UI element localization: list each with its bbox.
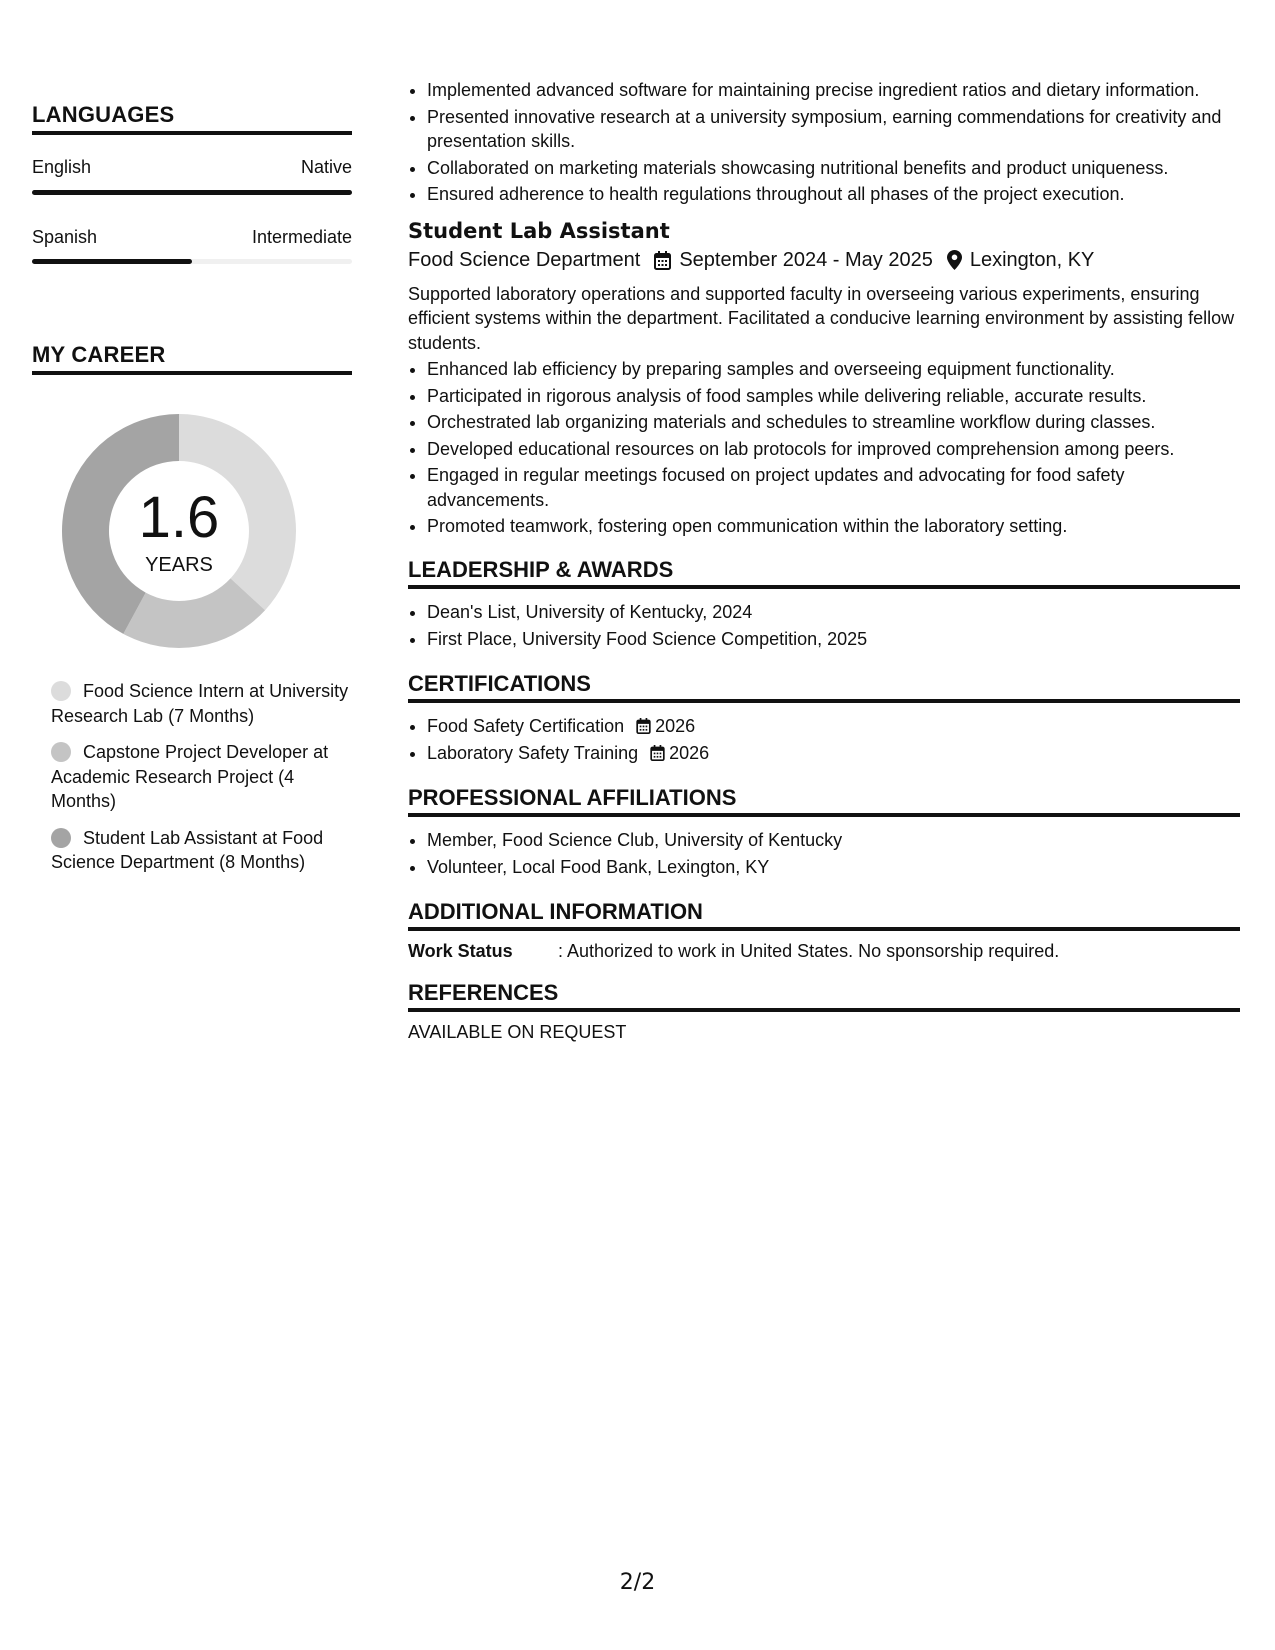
list-item: • Dean's List, University of Kentucky, 2024 (427, 599, 1240, 626)
list-item: • Enhanced lab efficiency by preparing samples and overseeing equipment functionality. (427, 357, 1240, 382)
language-name: English (32, 157, 92, 177)
language-bar-english (32, 190, 352, 195)
list-item: • Volunteer, Local Food Bank, Lexington, KY (427, 854, 1240, 881)
additional-info-heading: ADDITIONAL INFORMATION (408, 899, 1240, 931)
legend-item (51, 740, 351, 814)
certification-name: Food Safety Certification (427, 715, 625, 736)
list-item (427, 740, 1240, 767)
job-dates: September 2024 - May 2025 (679, 248, 933, 271)
legend-dot (51, 742, 71, 762)
career-donut-chart (56, 408, 302, 654)
list-item: • Promoted teamwork, fostering open communication within the laboratory setting. (427, 514, 1240, 539)
language-row-spanish (32, 227, 352, 248)
languages-heading: LANGUAGES (32, 102, 352, 135)
leadership-heading: LEADERSHIP & AWARDS (408, 557, 1240, 589)
work-status-row (408, 941, 1240, 962)
certification-year: 2026 (669, 742, 710, 763)
references-heading: REFERENCES (408, 980, 1240, 1012)
career-total-unit: YEARS (145, 554, 213, 576)
list-item: • Developed educational resources on lab protocols for improved comprehension among peers. (427, 437, 1240, 462)
legend-dot (51, 681, 71, 701)
certifications-heading: CERTIFICATIONS (408, 671, 1240, 703)
list-item (427, 713, 1240, 740)
legend-label: Student Lab Assistant at Food Science Department (8 Months) (51, 827, 324, 872)
list-item: • Participated in rigorous analysis of food samples while delivering reliable, accurate results. (427, 384, 1240, 409)
job-bullets (408, 357, 1240, 539)
certifications-list (408, 713, 1240, 767)
right-column (408, 78, 1240, 1043)
language-row-english (32, 157, 352, 178)
legend-label: Food Science Intern at University Research Lab (7 Months) (51, 681, 349, 726)
career-total-value: 1.6 (138, 485, 220, 550)
list-item: • Implemented advanced software for maintaining precise ingredient ratios and dietary information. (427, 78, 1240, 103)
legend-dot (51, 828, 71, 848)
certification-name: Laboratory Safety Training (427, 742, 639, 763)
list-item: • Presented innovative research at a university symposium, earning commendations for creativity and presentation skills. (427, 105, 1240, 154)
job-location: Lexington, KY (969, 248, 1095, 271)
legend-label: Capstone Project Developer at Academic Research Project (4 Months) (51, 742, 329, 811)
calendar-icon (636, 718, 651, 734)
job-title: Student Lab Assistant (408, 218, 670, 243)
map-pin-icon (947, 250, 962, 270)
certification-year: 2026 (655, 715, 696, 736)
certification-date (650, 743, 709, 763)
language-bar-fill (32, 190, 352, 195)
work-status-value: : Authorized to work in United States. No sponsorship required. (558, 940, 1060, 961)
job-company: Food Science Department (408, 248, 641, 271)
list-item: • Orchestrated lab organizing materials and schedules to streamline workflow during classes. (427, 410, 1240, 435)
language-level: Intermediate (251, 227, 352, 247)
work-status-label: Work Status (408, 940, 513, 961)
affiliations-heading: PROFESSIONAL AFFILIATIONS (408, 785, 1240, 817)
affiliations-list (408, 827, 1240, 881)
list-item: • Collaborated on marketing materials showcasing nutritional benefits and product uniqueness. (427, 156, 1240, 181)
list-item: • Engaged in regular meetings focused on project updates and advocating for food safety advancements. (427, 463, 1240, 512)
legend-item (51, 826, 351, 875)
job-meta (408, 249, 1240, 272)
certification-date (636, 716, 695, 736)
list-item: • Ensured adherence to health regulations throughout all phases of the project execution. (427, 182, 1240, 207)
job-description: Supported laboratory operations and supported faculty in overseeing various experiments, ensuring efficient systems within the department. Facilitated a conducive learning environment by assisting fellow students. (408, 283, 1235, 353)
language-bar-spanish (32, 259, 352, 264)
references-text: AVAILABLE ON REQUEST (408, 1021, 627, 1042)
career-legend (51, 679, 351, 887)
previous-job-bullets (408, 78, 1240, 207)
calendar-icon (654, 251, 671, 270)
leadership-list (408, 599, 1240, 653)
language-name: Spanish (32, 227, 98, 247)
career-heading: MY CAREER (32, 342, 352, 375)
page-number: 2/2 (619, 1570, 656, 1595)
list-item: • First Place, University Food Science Competition, 2025 (427, 626, 1240, 653)
calendar-icon (650, 745, 665, 761)
list-item: • Member, Food Science Club, University of Kentucky (427, 827, 1240, 854)
language-level: Native (300, 157, 352, 177)
language-bar-fill (32, 259, 192, 264)
legend-item (51, 679, 351, 728)
